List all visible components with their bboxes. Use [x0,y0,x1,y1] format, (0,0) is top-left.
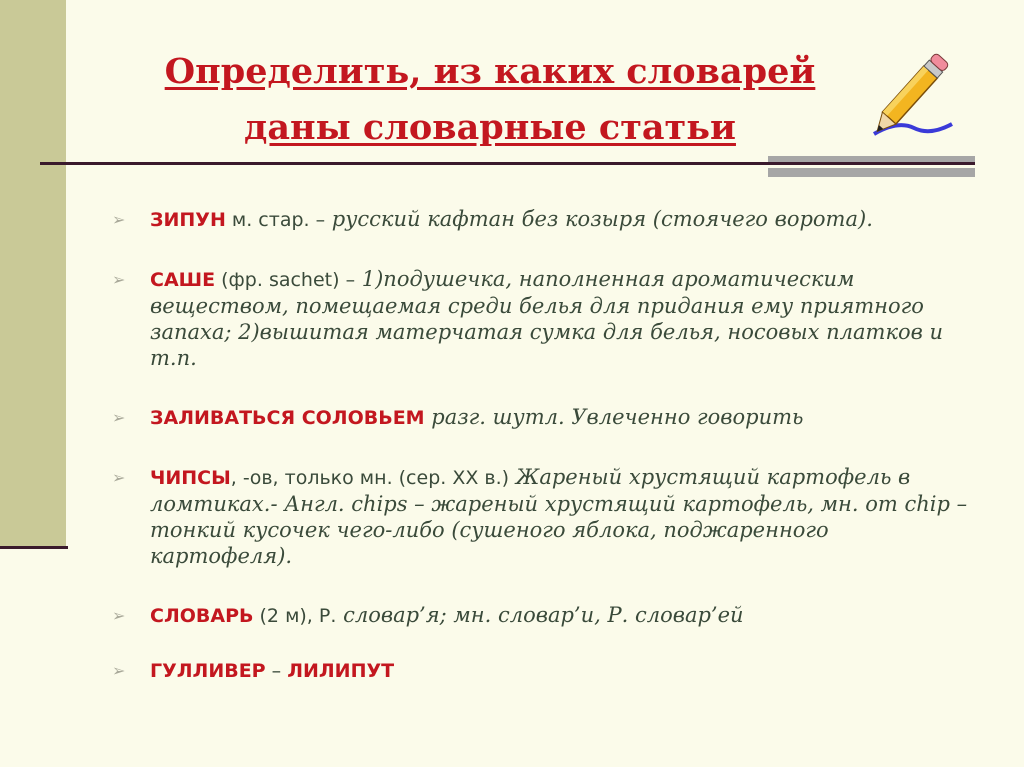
bullet-arrow-icon: ➢ [112,270,126,289]
title-line-1: Определить, из каких словарей [164,51,816,92]
entries-list [112,206,972,684]
list-item: ➢ САШЕ (фр. sachet) – 1)подушечка, наполненная ароматическим веществом, помещаемая среди белья для придания ему приятного запаха; 2)вышитая матерчатая сумка для белья, носовых платков и т.п. [112,267,944,370]
slide-title [40,44,940,156]
left-accent-rule [0,546,68,549]
list-item: ➢ ЗАЛИВАТЬСЯ СОЛОВЬЕМ разг. шутл. Увлеченно говорить [112,405,804,429]
bullet-arrow-icon: ➢ [112,661,126,680]
list-item: ➢ ЧИПСЫ, -ов, только мн. (сер. XX в.) Жареный хрустящий картофель в ломтиках.- Англ. chips – жареный хрустящий картофель, мн. от chip – тонкий кусочек чего-либо (сушеного яблока, поджаренного картофеля). [112,465,968,568]
title-line-2: даны словарные статьи [244,107,736,148]
bullet-arrow-icon: ➢ [112,468,126,487]
title-gray-bar-bottom [768,168,975,177]
bullet-arrow-icon: ➢ [112,210,126,229]
title-underline-rule [40,162,975,165]
list-item: ➢ ГУЛЛИВЕР – ЛИЛИПУТ [112,660,395,682]
pencil-icon [868,44,960,140]
list-item: ➢ ЗИПУН м. стар. – русский кафтан без козыря (стоячего ворота). [112,207,873,231]
title-gray-bar-top [768,156,975,162]
bullet-arrow-icon: ➢ [112,606,126,625]
bullet-arrow-icon: ➢ [112,408,126,427]
list-item: ➢ СЛОВАРЬ (2 м), Р. словар’я; мн. словар’и, Р. словар’ей [112,603,744,627]
